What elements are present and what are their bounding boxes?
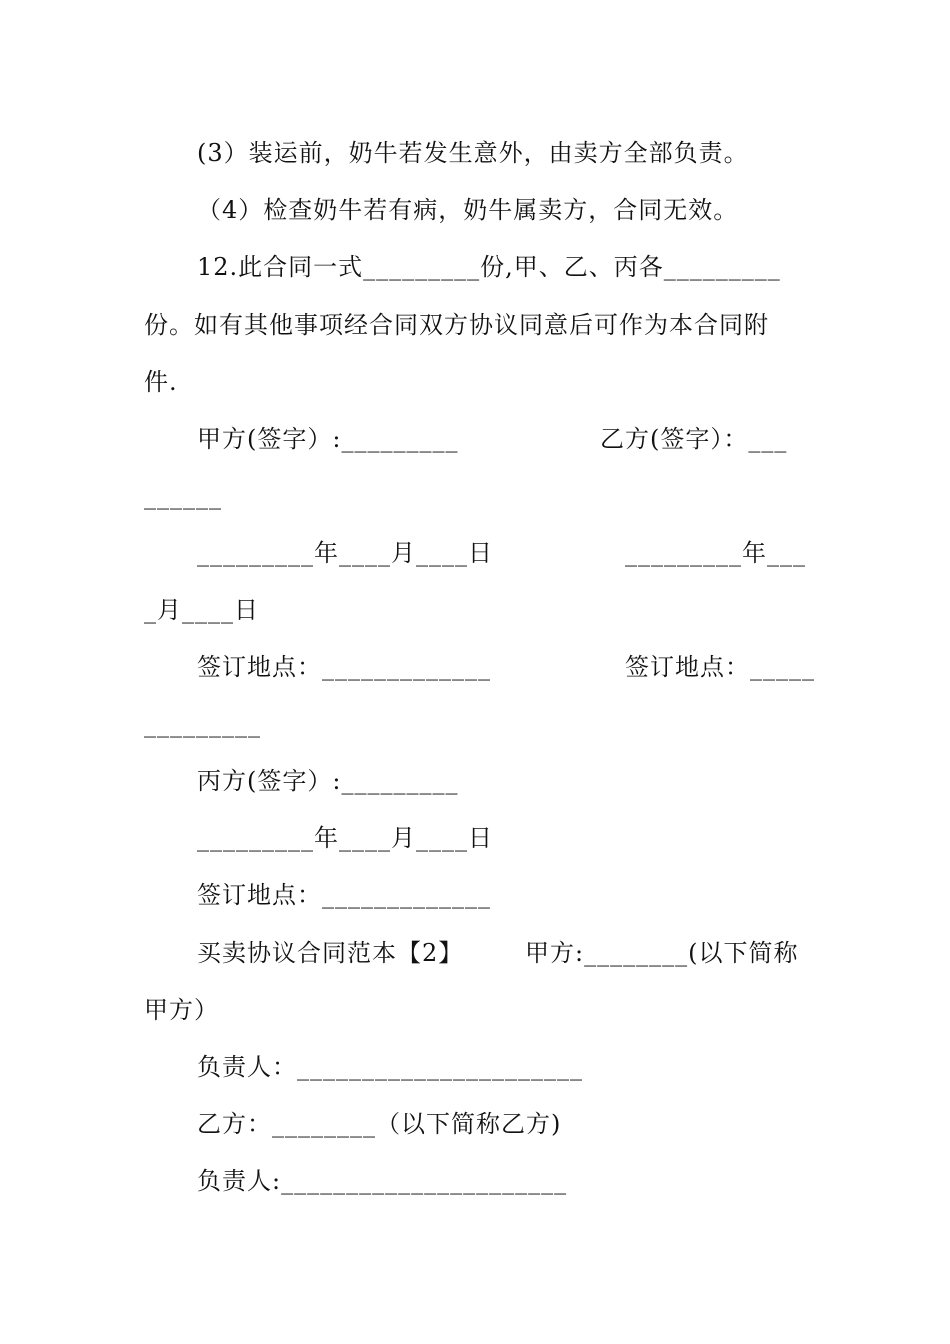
clause-12-line-3: 件.: [144, 368, 178, 396]
party-c-sign-place: 签订地点：_____________: [197, 881, 491, 909]
party-b-date-line: _________年___: [625, 539, 806, 567]
party-c-signature-label: 丙方(签字）:_________: [197, 767, 459, 795]
party-a-sign-place: 签订地点：_____________: [197, 653, 491, 681]
party-a-date-line: _________年____月____日: [197, 539, 493, 567]
party-c-date-line: _________年____月____日: [197, 824, 493, 852]
clause-4-text: （4）检查奶牛若有病，奶牛属卖方，合同无效。: [197, 196, 739, 224]
party-a-definition: 甲方:________(以下简称: [525, 939, 799, 967]
party-b-signature-label: 乙方(签字）：___: [600, 425, 788, 453]
party-b-sign-place-continued: _________: [144, 710, 261, 738]
party-a-signature-label: 甲方(签字）:_________: [197, 425, 459, 453]
party-b-definition: 乙方：________（以下简称乙方): [197, 1110, 562, 1138]
party-b-signature-blank-continued: ______: [144, 482, 222, 510]
party-b-responsible-person: 负责人:______________________: [197, 1167, 568, 1195]
party-b-sign-place: 签订地点：_____: [625, 653, 815, 681]
party-a-definition-continued: 甲方）: [144, 996, 219, 1024]
party-b-date-line-continued: _月____日: [144, 596, 259, 624]
section-title-sample-2: 买卖协议合同范本【2】: [197, 939, 464, 967]
clause-3-text: (3）装运前，奶牛若发生意外，由卖方全部负责。: [197, 139, 749, 167]
clause-12-line-1: 12.此合同一式_________份,甲、乙、丙各_________: [197, 253, 781, 281]
clause-12-line-2: 份。如有其他事项经合同双方协议同意后可作为本合同附: [144, 311, 769, 339]
party-a-responsible-person: 负责人：______________________: [197, 1053, 583, 1081]
